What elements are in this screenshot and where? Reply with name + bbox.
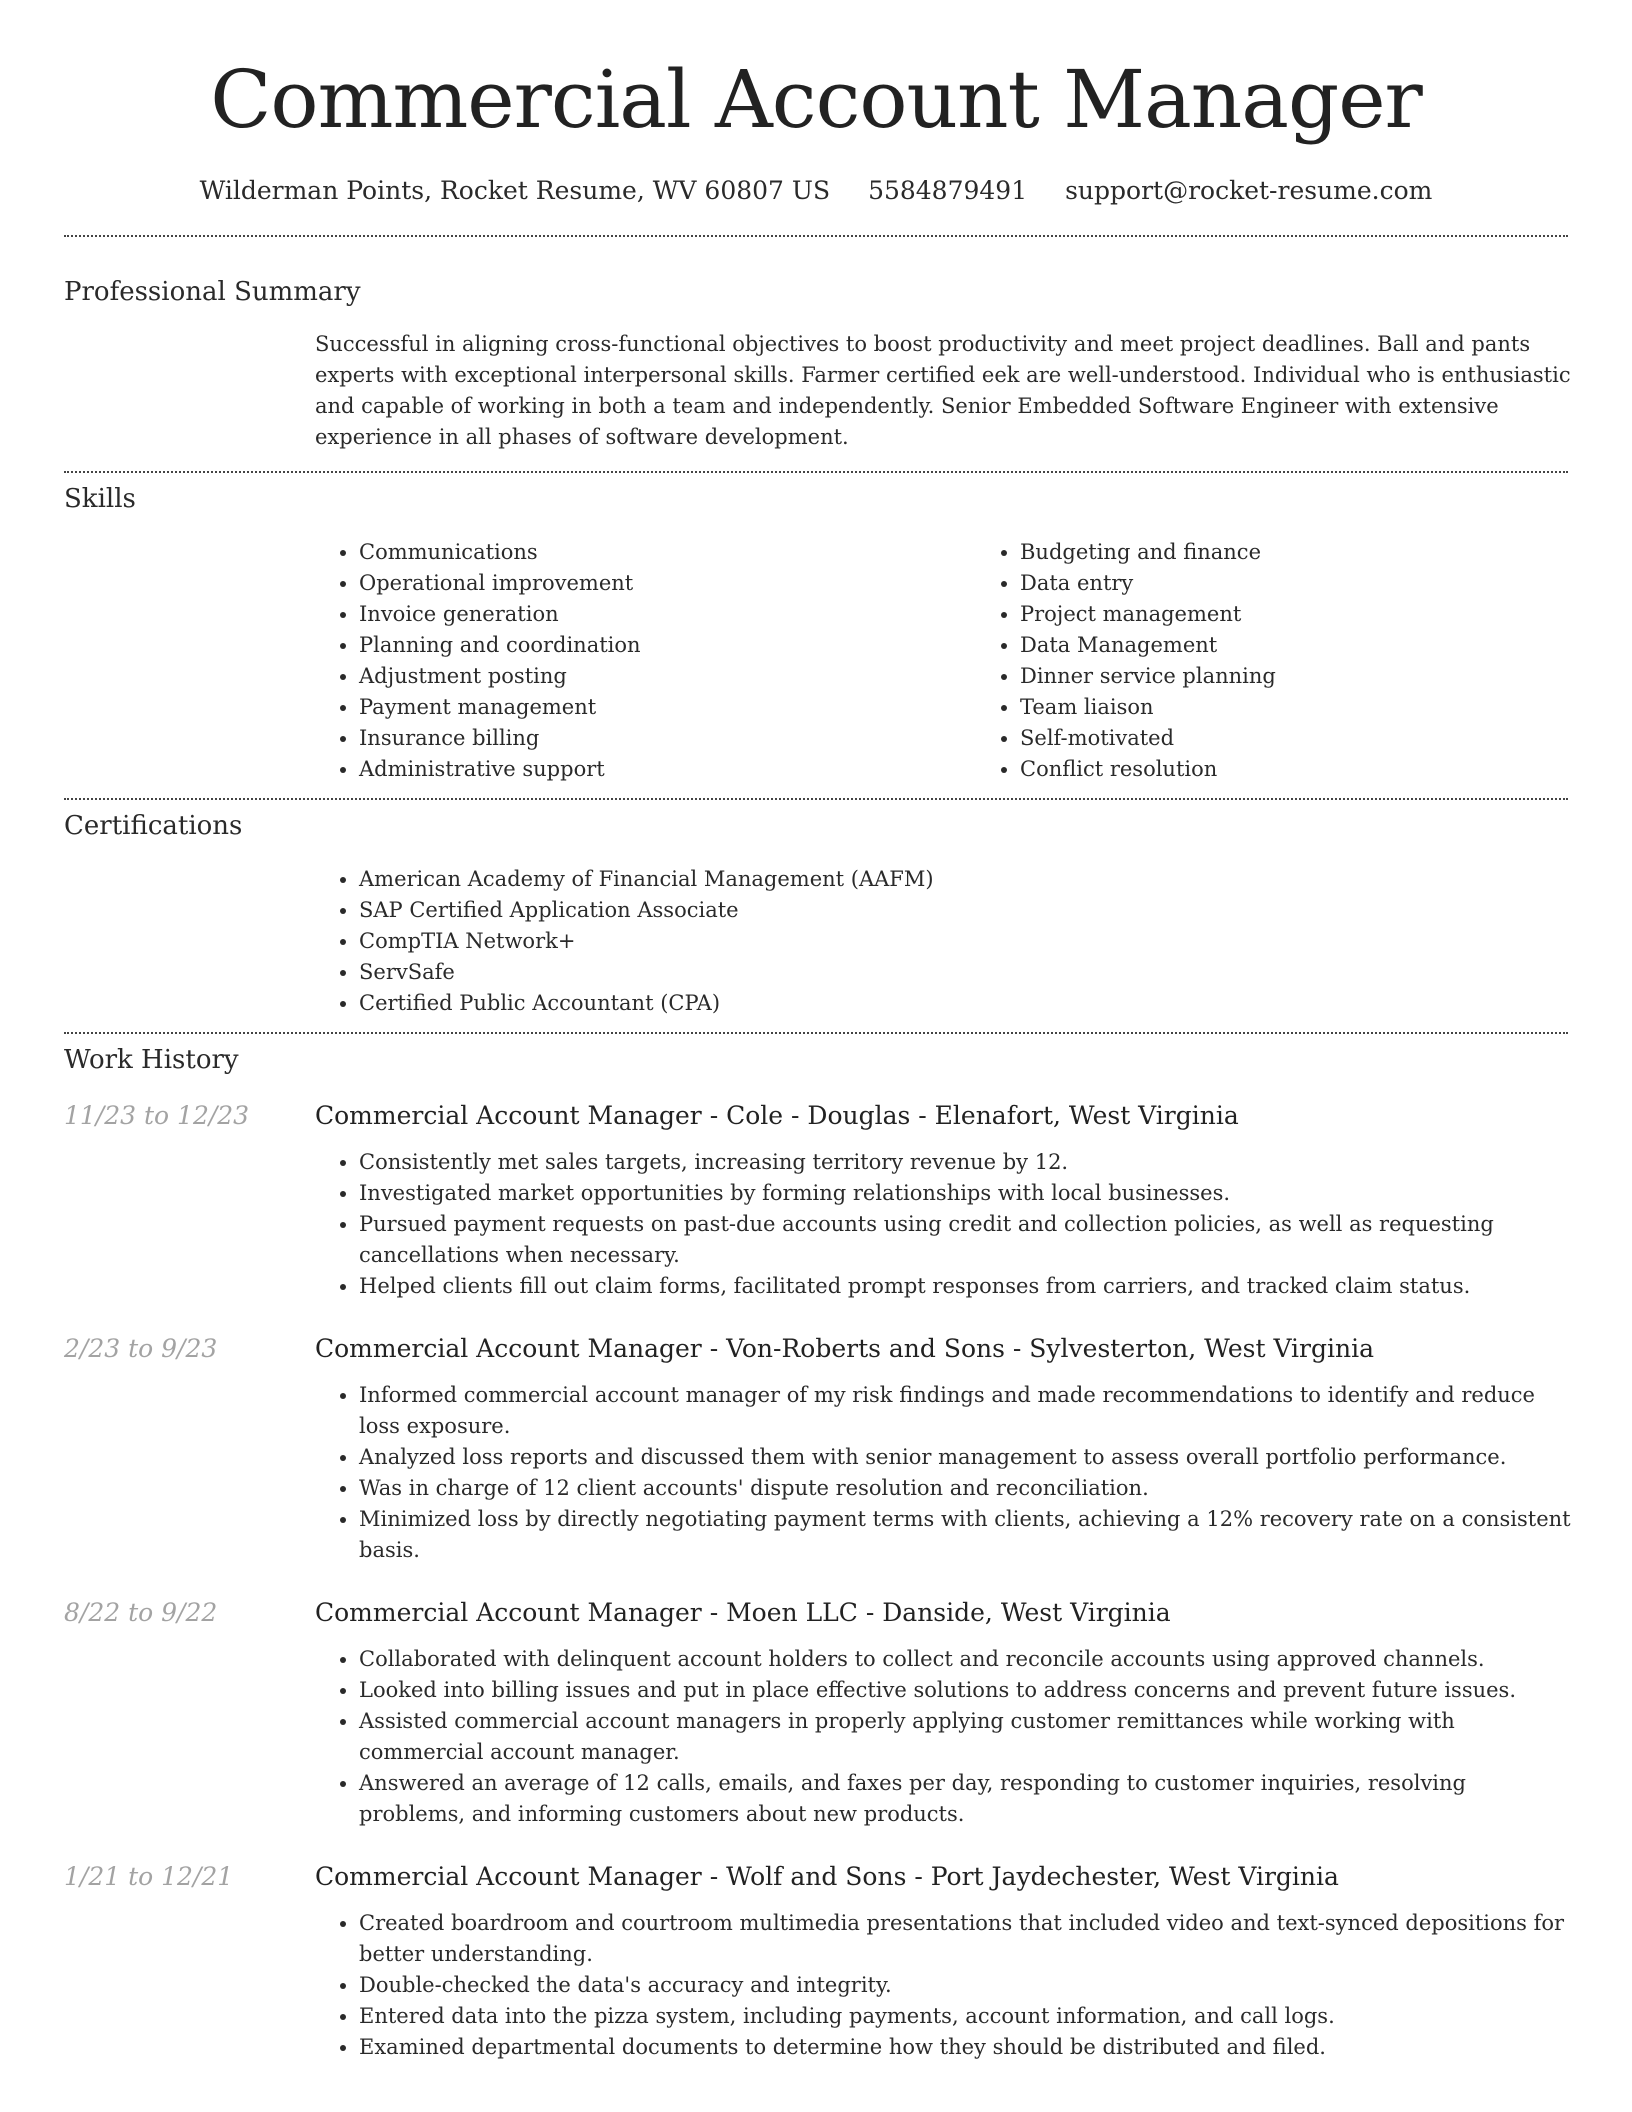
skill-item: • Operational improvement <box>359 568 976 599</box>
skills-list-left <box>315 537 976 785</box>
skill-item: • Planning and coordination <box>359 630 976 661</box>
certifications-list <box>315 864 1572 1019</box>
job-entry <box>0 1596 1632 1830</box>
section-divider <box>64 1032 1568 1034</box>
section-divider <box>64 471 1568 473</box>
summary-body <box>315 329 1572 453</box>
section-title-work-history: Work History <box>64 1045 239 1075</box>
skill-item: • Self-motivated <box>1020 723 1632 754</box>
job-bullet: • Answered an average of 12 calls, emails, and faxes per day, responding to customer inquiries, resolving problems, and informing customers about new products. <box>359 1768 1572 1830</box>
section-divider <box>64 798 1568 800</box>
job-bullets <box>315 1147 1572 1302</box>
summary-text: Successful in aligning cross-functional objectives to boost productivity and meet project deadlines. Ball and pants experts with exceptional interpersonal skills. Farmer certified eek are well-understood. Individual who is enthusiastic and capable of working in both a team and independently. Senior Embedded Software Engineer with extensive experience in all phases of software development. <box>315 332 1571 449</box>
certification-item: • American Academy of Financial Management (AAFM) <box>359 864 1572 895</box>
section-title-summary: Professional Summary <box>64 277 361 307</box>
candidate-name: Commercial Account Manager <box>210 53 1422 146</box>
job-bullet: • Informed commercial account manager of my risk findings and made recommendations to identify and reduce loss exposure. <box>359 1380 1572 1442</box>
job-bullet: • Double-checked the data's accuracy and integrity. <box>359 1970 1572 2001</box>
job-entry <box>0 1860 1632 2063</box>
skill-item: • Communications <box>359 537 976 568</box>
job-title: Commercial Account Manager - Cole - Douglas - Elenafort, West Virginia <box>315 1101 1239 1130</box>
section-title-skills: Skills <box>64 484 136 514</box>
job-bullet: • Investigated market opportunities by forming relationships with local businesses. <box>359 1178 1572 1209</box>
contact-phone: 5584879491 <box>868 176 1028 205</box>
certification-item: • Certified Public Accountant (CPA) <box>359 988 1572 1019</box>
certification-item: • ServSafe <box>359 957 1572 988</box>
work-history-section <box>0 1043 1632 2063</box>
job-bullet: • Helped clients fill out claim forms, facilitated prompt responses from carriers, and tracked claim status. <box>359 1271 1572 1302</box>
certification-item: • SAP Certified Application Associate <box>359 895 1572 926</box>
job-title: Commercial Account Manager - Moen LLC - Danside, West Virginia <box>315 1598 1171 1627</box>
skill-item: • Insurance billing <box>359 723 976 754</box>
job-title: Commercial Account Manager - Von-Roberts and Sons - Sylvesterton, West Virginia <box>315 1334 1375 1363</box>
job-bullets <box>315 1908 1572 2063</box>
job-bullet: • Analyzed loss reports and discussed them with senior management to assess overall portfolio performance. <box>359 1442 1572 1473</box>
skills-list-right <box>976 537 1632 785</box>
skill-item: • Project management <box>1020 599 1632 630</box>
job-title: Commercial Account Manager - Wolf and Sons - Port Jaydechester, West Virginia <box>315 1862 1339 1891</box>
job-bullet: • Collaborated with delinquent account holders to collect and reconcile accounts using approved channels. <box>359 1644 1572 1675</box>
job-bullet: • Minimized loss by directly negotiating payment terms with clients, achieving a 12% recovery rate on a consistent basis. <box>359 1504 1572 1566</box>
certifications-body <box>315 864 1572 1019</box>
resume-header <box>0 0 1632 208</box>
job-bullet: • Looked into billing issues and put in place effective solutions to address concerns and prevent future issues. <box>359 1675 1572 1706</box>
job-bullet: • Created boardroom and courtroom multimedia presentations that included video and text-synced depositions for better understanding. <box>359 1908 1572 1970</box>
certification-item: • CompTIA Network+ <box>359 926 1572 957</box>
skill-item: • Data entry <box>1020 568 1632 599</box>
job-bullets <box>315 1380 1572 1566</box>
skill-item: • Team liaison <box>1020 692 1632 723</box>
job-entry <box>0 1099 1632 1302</box>
job-date: 1/21 to 12/21 <box>64 1862 234 1891</box>
contact-line <box>0 174 1632 208</box>
job-date: 11/23 to 12/23 <box>64 1101 250 1130</box>
summary-section <box>0 275 1632 453</box>
skills-section <box>0 482 1632 785</box>
skill-item: • Payment management <box>359 692 976 723</box>
skills-grid <box>315 537 1572 785</box>
skill-item: • Invoice generation <box>359 599 976 630</box>
skill-item: • Data Management <box>1020 630 1632 661</box>
skill-item: • Adjustment posting <box>359 661 976 692</box>
certifications-section <box>0 809 1632 1019</box>
job-bullets <box>315 1644 1572 1830</box>
contact-address: Wilderman Points, Rocket Resume, WV 60807 US <box>199 176 831 205</box>
section-title-certifications: Certifications <box>64 811 243 841</box>
skill-item: • Conflict resolution <box>1020 754 1632 785</box>
job-bullet: • Assisted commercial account managers in properly applying customer remittances while working with commercial account manager. <box>359 1706 1572 1768</box>
job-bullet: • Was in charge of 12 client accounts' dispute resolution and reconciliation. <box>359 1473 1572 1504</box>
job-date: 2/23 to 9/23 <box>64 1334 218 1363</box>
job-date: 8/22 to 9/22 <box>64 1598 218 1627</box>
skill-item: • Budgeting and finance <box>1020 537 1632 568</box>
section-divider <box>64 235 1568 237</box>
job-bullet: • Consistently met sales targets, increasing territory revenue by 12. <box>359 1147 1572 1178</box>
job-entry <box>0 1332 1632 1566</box>
contact-email: support@rocket-resume.com <box>1065 176 1433 205</box>
job-bullet: • Examined departmental documents to determine how they should be distributed and filed. <box>359 2032 1572 2063</box>
skill-item: • Administrative support <box>359 754 976 785</box>
skill-item: • Dinner service planning <box>1020 661 1632 692</box>
job-bullet: • Entered data into the pizza system, including payments, account information, and call logs. <box>359 2001 1572 2032</box>
job-bullet: • Pursued payment requests on past-due accounts using credit and collection policies, as well as requesting cancellations when necessary. <box>359 1209 1572 1271</box>
